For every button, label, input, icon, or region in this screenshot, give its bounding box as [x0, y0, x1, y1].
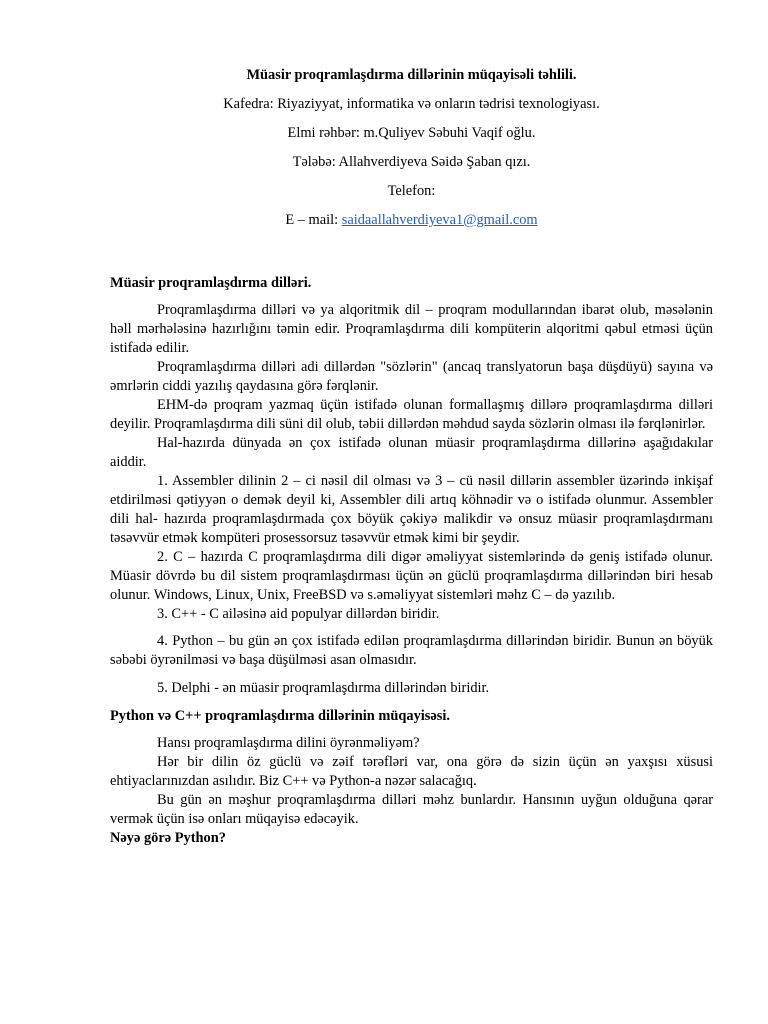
- advisor-line: Elmi rəhbər: m.Quliyev Səbuhi Vaqif oğlu.: [287, 125, 536, 141]
- department-line: Kafedra: Riyaziyyat, informatika və onların tədrisi texnologiyası.: [223, 96, 600, 112]
- paragraph: Bu gün ən məşhur proqramlaşdırma dilləri məhz bunlardır. Hansının uyğun olduğuna qərar vermək üçün isə onları müqayisə edəcəyik.: [110, 792, 713, 827]
- document-title: Müasir proqramlaşdırma dillərinin müqayisəli təhlili.: [246, 67, 577, 83]
- paragraph: Hər bir dilin öz güclü və zəif tərəfləri var, ona görə də sizin üçün ən yaxşısı xüsusi ehtiyaclarınızdan asılıdır. Biz C++ və Python-a nəzər salacağıq.: [110, 754, 713, 789]
- email-link[interactable]: saidaallahverdiyeva1@gmail.com: [341, 212, 538, 228]
- paragraph: Hal-hazırda dünyada ən çox istifadə olunan müasir proqramlaşdırma dillərinə aşağıdakılar aiddir.: [110, 435, 713, 470]
- student-line: Tələbə: Allahverdiyeva Səidə Şaban qızı.: [292, 154, 531, 170]
- section-heading-modern-languages: Müasir proqramlaşdırma dilləri.: [110, 275, 312, 291]
- subheading-why-python: Nəyə görə Python?: [110, 830, 226, 846]
- paragraph: EHM-də proqram yazmaq üçün istifadə olunan formallaşmış dillərə proqramlaşdırma dilləri deyilir. Proqramlaşdırma dili süni dil olub, təbii dillərdən məhdud sayda sözlərin olması ilə fərqlənirlər.: [110, 397, 713, 432]
- email-line: [110, 211, 713, 230]
- paragraph: Proqramlaşdırma dilləri və ya alqoritmik dil – proqram modullarından ibarət olub, məsələnin həll mərhələsinə hazırlığını təmin edir. Proqramlaşdırma dili kompüterin alqoritmi qəbul etməsi üçün istifadə edilir.: [110, 302, 713, 356]
- list-item-cpp: 3. C++ - C ailəsinə aid populyar dillərdən biridir.: [157, 606, 440, 622]
- paragraph: Hansı proqramlaşdırma dilini öyrənməliyəm?: [157, 735, 420, 751]
- paragraph: Proqramlaşdırma dilləri adi dillərdən "sözlərin" (ancaq translyatorun başa düşdüyü) sayına və əmrlərin ciddi yazılış qaydasına görə fərqlənir.: [110, 359, 713, 394]
- list-item-c: 2. C – hazırda C proqramlaşdırma dili digər əməliyyat sistemlərində də geniş istifadə olunur. Müasir dövrdə bu dil sistem proqramlaşdırması üçün ən güclü proqramlaşdırma dillərindən biri hesab olunur. Windows, Linux, Unix, FreeBSD və s.əməliyyat sistemləri məhz C – də yazılıb.: [110, 549, 713, 603]
- email-label: E – mail:: [285, 212, 342, 228]
- document-page: [110, 66, 713, 848]
- list-item-assembler: 1. Assembler dilinin 2 – ci nəsil dil olması və 3 – cü nəsil dillərin assembler üzərində inkişaf etdirilməsi qətiyyən o demək deyil ki, Assembler dili artıq köhnədir və o istifadə olunmur. Assembler dili hal- hazırda proqramlaşdırmada çox böyük çəkiyə malikdir və onsuz müasir proqramlaşdırmanı təsəvvür etmək kompüteri prosessorsuz təsəvvür etmək kimi bir şeydir.: [110, 473, 713, 546]
- list-item-delphi: 5. Delphi - ən müasir proqramlaşdırma dillərindən biridir.: [157, 680, 490, 696]
- phone-line: Telefon:: [387, 183, 436, 199]
- section-heading-comparison: Python və C++ proqramlaşdırma dillərinin müqayisəsi.: [110, 708, 450, 724]
- list-item-python: 4. Python – bu gün ən çox istifadə edilən proqramlaşdırma dillərindən biridir. Bunun ən böyük səbəbi öyrənilməsi və başa düşülməsi asan olmasıdır.: [110, 633, 713, 668]
- spacer: [110, 240, 713, 274]
